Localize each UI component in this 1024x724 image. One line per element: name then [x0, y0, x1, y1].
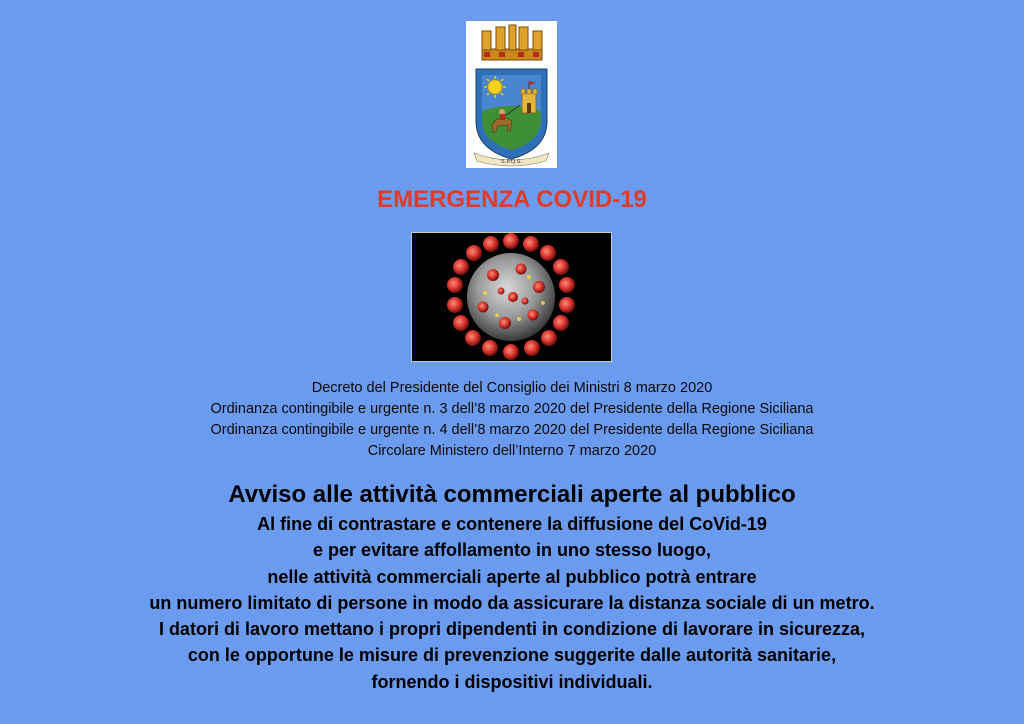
reference-line: Circolare Ministero dell’Interno 7 marzo 2020	[367, 443, 657, 459]
notice-line: nelle attività commerciali aperte al pubblico potrà entrare	[267, 566, 757, 587]
svg-text:S.P.Q.S.: S.P.Q.S.	[501, 159, 522, 165]
headline-emergency: EMERGENZA COVID-19	[377, 186, 647, 213]
reference-line: Decreto del Presidente del Consiglio dei Ministri 8 marzo 2020	[311, 380, 713, 396]
notice-body	[0, 511, 1024, 695]
reference-line: Ordinanza contingibile e urgente n. 4 dell’8 marzo 2020 del Presidente della Regione Siciliana	[210, 422, 814, 438]
coronavirus-image-icon	[411, 232, 612, 362]
notice-title: Avviso alle attività commerciali aperte al pubblico	[228, 481, 796, 508]
notice-line: fornendo i dispositivi individuali.	[371, 671, 653, 692]
notice-line: un numero limitato di persone in modo da assicurare la distanza sociale di un metro.	[149, 592, 875, 613]
reference-line: Ordinanza contingibile e urgente n. 3 dell’8 marzo 2020 del Presidente della Regione Siciliana	[210, 401, 814, 417]
notice-line: e per evitare affollamento in uno stesso luogo,	[312, 540, 712, 561]
notice-line: Al fine di contrastare e contenere la diffusione del CoVid-19	[257, 514, 767, 534]
notice-line: con le opportune le misure di prevenzione suggerite dalle autorità sanitarie,	[187, 645, 837, 666]
notice-line: I datori di lavoro mettano i propri dipendenti in condizione di lavorare in sicurezza,	[158, 619, 866, 640]
municipal-crest-icon	[466, 21, 557, 168]
legal-references	[0, 378, 1024, 462]
